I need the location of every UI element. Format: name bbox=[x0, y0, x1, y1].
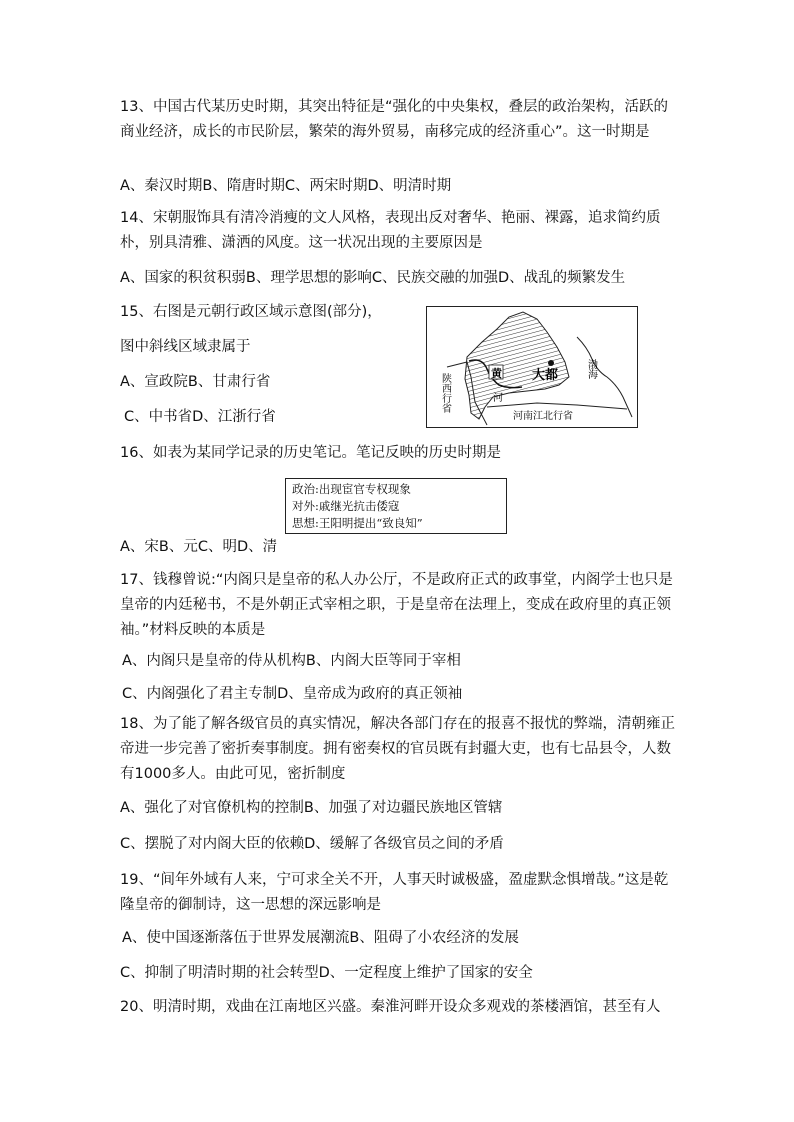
q18-options-line1: A、强化了对官僚机构的控制B、加强了对边疆民族地区管辖 bbox=[120, 800, 503, 816]
q17-stem: 17、钱穆曾说:“内阁只是皇帝的私人办公厅，不是政府正式的政事堂，内阁学士也只是皇帝的内廷秘书，不是外朝正式宰相之职，于是皇帝在法理上，变成在政府里的真正领袖。”材料反映的本质是 bbox=[120, 572, 673, 638]
capital-dot bbox=[548, 360, 554, 366]
q18-stem: 18、为了能了解各级官员的真实情况，解决各部门存在的报喜不报忧的弊端，清朝雍正帝进一步完善了密折奏事制度。拥有密奏权的官员既有封疆大吏，也有七品县令，人数有1000多人。由此可见，密折制度 bbox=[120, 716, 675, 782]
q16-note-foreign: 对外:戚继光抗击倭寇 bbox=[292, 499, 400, 513]
q19-options-line2: C、抑制了明清时期的社会转型D、一定程度上维护了国家的安全 bbox=[120, 965, 533, 981]
map-label-capital: 大都 bbox=[532, 368, 559, 383]
q15-stem-line1: 15、右图是元朝行政区域示意图(部分)， bbox=[120, 304, 382, 320]
q19-options-line1: A、使中国逐渐落伍于世界发展潮流B、阻碍了小农经济的发展 bbox=[122, 930, 519, 946]
map-label-shaanxi: 陕西行省 bbox=[439, 373, 451, 413]
q16-notes-box bbox=[285, 478, 507, 534]
q16-note-thought: 思想:王阳明提出“致良知” bbox=[292, 516, 423, 530]
q15-stem-line2: 图中斜线区域隶属于 bbox=[120, 339, 251, 355]
q18-options-line2: C、摆脱了对内阁大臣的依赖D、缓解了各级官员之间的矛盾 bbox=[120, 836, 504, 852]
q13-options: A、秦汉时期B、隋唐时期C、两宋时期D、明清时期 bbox=[120, 178, 452, 194]
q16-stem: 16、如表为某同学记录的历史笔记。笔记反映的历史时期是 bbox=[120, 445, 501, 461]
region-border-south bbox=[487, 403, 627, 409]
q15-options-line1: A、宣政院B、甘肃行省 bbox=[120, 374, 271, 390]
map-label-river: 黄 bbox=[491, 367, 502, 380]
q17-options-line1: A、内阁只是皇帝的侍从机构B、内阁大臣等同于宰相 bbox=[122, 653, 461, 669]
q14-stem: 14、宋朝服饰具有清冷消瘦的文人风格，表现出反对奢华、艳丽、裸露，追求简约质朴，别具清雅、潇洒的风度。这一状况出现的主要原因是 bbox=[120, 210, 661, 251]
q19-stem: 19、“间年外域有人来，宁可求全关不开，人事天时诚极盛，盈虚默念惧增哉。”这是乾隆皇帝的御制诗，这一思想的深远影响是 bbox=[120, 872, 669, 913]
q14-options: A、国家的积贫积弱B、理学思想的影响C、民族交融的加强D、战乱的频繁发生 bbox=[120, 270, 626, 286]
q20-stem: 20、明清时期，戏曲在江南地区兴盛。秦淮河畔开设众多观戏的茶楼酒馆，甚至有人 bbox=[120, 999, 661, 1015]
q17-options-line2: C、内阁强化了君主专制D、皇帝成为政府的真正领袖 bbox=[122, 686, 463, 702]
map-drawing bbox=[427, 307, 637, 427]
map-label-sea: 渤海 bbox=[585, 359, 597, 379]
q15-options-line2: C、中书省D、江浙行省 bbox=[124, 409, 276, 425]
yuan-admin-map bbox=[426, 306, 638, 428]
q13-stem: 13、中国古代某历史时期，其突出特征是“强化的中央集权，叠层的政治架构，活跃的商业经济，成长的市民阶层，繁荣的海外贸易，南移完成的经济重心”。这一时期是 bbox=[120, 99, 668, 140]
q16-options: A、宋B、元C、明D、清 bbox=[120, 539, 278, 555]
q16-note-politics: 政治:出现宦官专权现象 bbox=[292, 482, 411, 496]
map-label-river2: 河 bbox=[493, 393, 503, 404]
map-label-henan: 河南江北行省 bbox=[513, 411, 573, 422]
hatched-region bbox=[465, 312, 569, 419]
